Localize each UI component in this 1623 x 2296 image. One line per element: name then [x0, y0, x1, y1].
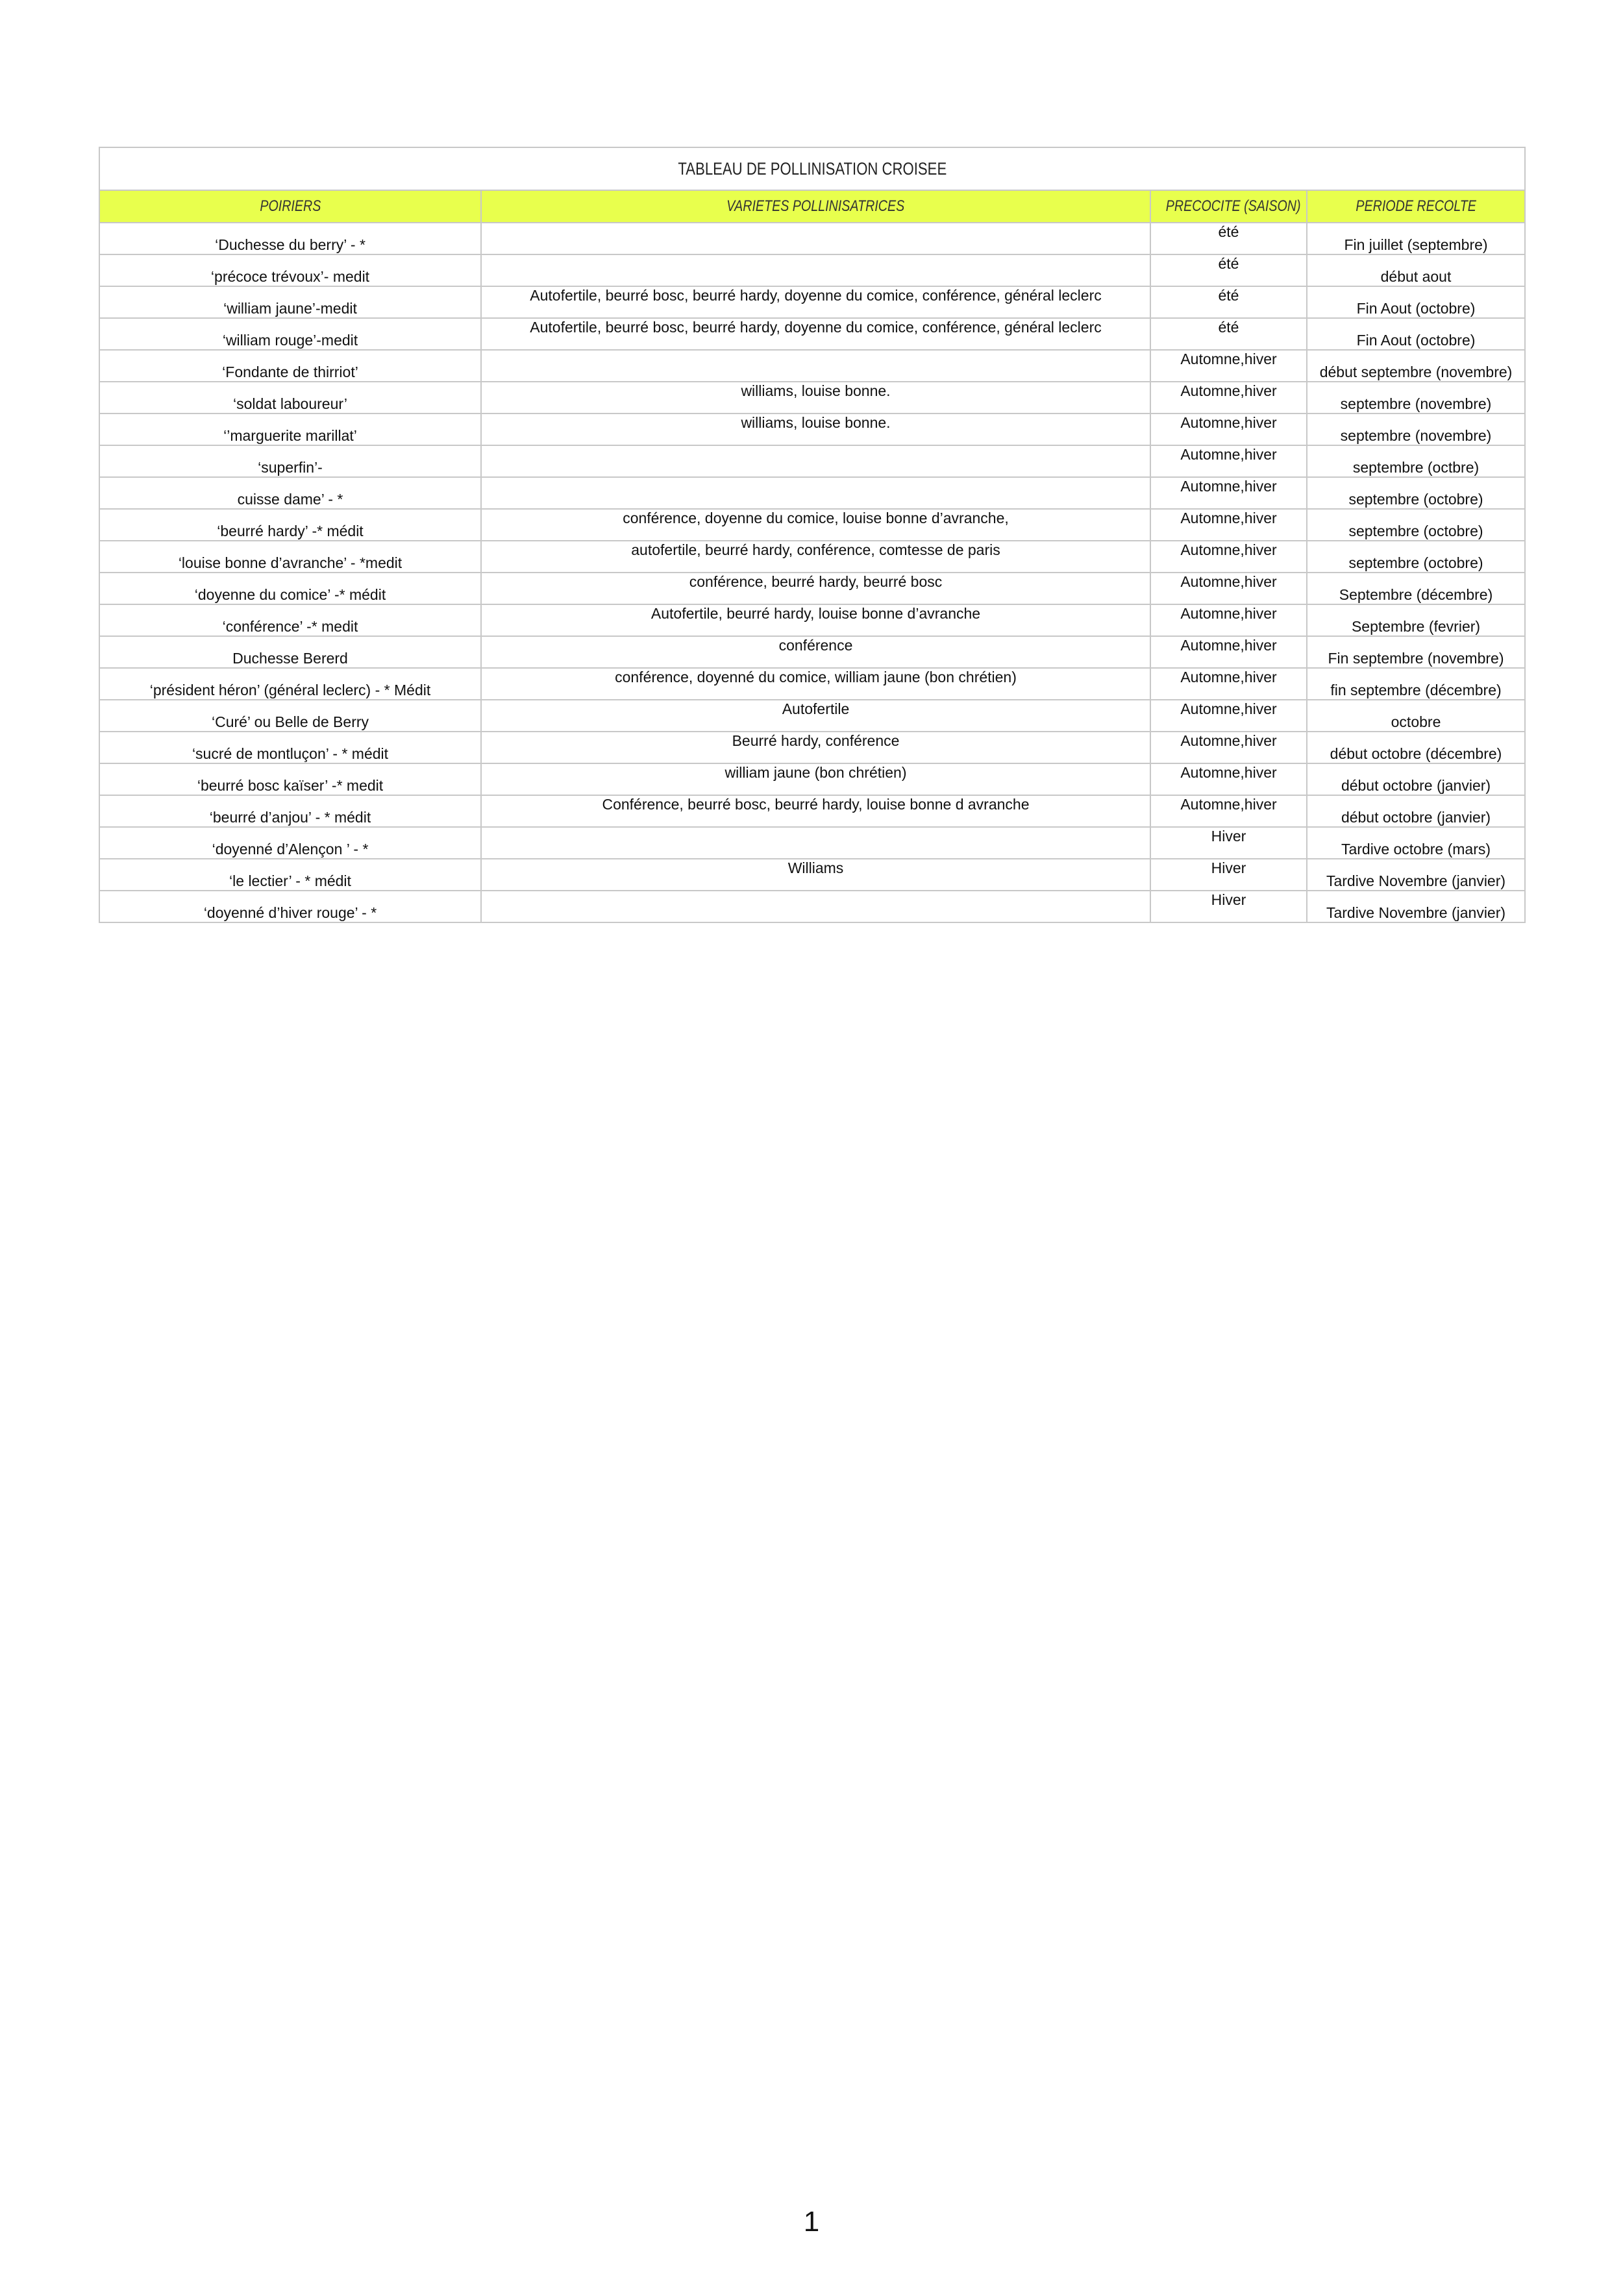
pear-variety-cell: cuisse dame’ - * — [99, 477, 481, 509]
pear-variety-cell: ‘’marguerite marillat’ — [99, 414, 481, 445]
harvest-period-cell: Fin septembre (novembre) — [1307, 636, 1525, 668]
table-row — [99, 318, 1525, 350]
season-cell: Automne,hiver — [1150, 795, 1307, 827]
season-cell: Automne,hiver — [1150, 732, 1307, 763]
season-cell: Automne,hiver — [1150, 668, 1307, 700]
season-cell: Automne,hiver — [1150, 604, 1307, 636]
pollinator-varieties-cell: Beurré hardy, conférence — [481, 732, 1150, 763]
table-row — [99, 254, 1525, 286]
pollinator-varieties-cell: william jaune (bon chrétien) — [481, 763, 1150, 795]
harvest-period-cell: septembre (octbre) — [1307, 445, 1525, 477]
pear-variety-cell: ‘william rouge’-medit — [99, 318, 481, 350]
harvest-period-cell: septembre (octobre) — [1307, 477, 1525, 509]
harvest-period-cell: Fin Aout (octobre) — [1307, 318, 1525, 350]
harvest-period-cell: septembre (octobre) — [1307, 509, 1525, 541]
table-row — [99, 700, 1525, 732]
season-cell: été — [1150, 318, 1307, 350]
pollinator-varieties-cell — [481, 827, 1150, 859]
table-title: TABLEAU DE POLLINISATION CROISEE — [99, 147, 1525, 190]
pear-variety-cell: ‘soldat laboureur’ — [99, 382, 481, 414]
pollinator-varieties-cell — [481, 254, 1150, 286]
season-cell: été — [1150, 254, 1307, 286]
table-row — [99, 573, 1525, 604]
season-cell: Automne,hiver — [1150, 350, 1307, 382]
pollination-table — [99, 147, 1526, 923]
harvest-period-cell: début octobre (janvier) — [1307, 795, 1525, 827]
header-poiriers: POIRIERS — [99, 190, 481, 223]
pollinator-varieties-cell: Conférence, beurré bosc, beurré hardy, louise bonne d avranche — [481, 795, 1150, 827]
page-number: 1 — [803, 2206, 820, 2238]
harvest-period-cell: Fin Aout (octobre) — [1307, 286, 1525, 318]
harvest-period-cell: début octobre (décembre) — [1307, 732, 1525, 763]
pollinator-varieties-cell: Williams — [481, 859, 1150, 891]
harvest-period-cell: septembre (novembre) — [1307, 382, 1525, 414]
harvest-period-cell: Tardive Novembre (janvier) — [1307, 891, 1525, 922]
pollinator-varieties-cell: williams, louise bonne. — [481, 382, 1150, 414]
pear-variety-cell: ‘beurré hardy’ -* médit — [99, 509, 481, 541]
pear-variety-cell: ‘Duchesse du berry’ - * — [99, 223, 481, 254]
pollinator-varieties-cell: conférence, doyenne du comice, louise bonne d’avranche, — [481, 509, 1150, 541]
table-row — [99, 604, 1525, 636]
table-row — [99, 795, 1525, 827]
document-page — [99, 147, 1524, 923]
harvest-period-cell: septembre (novembre) — [1307, 414, 1525, 445]
table-title-row — [99, 147, 1525, 190]
pollinator-varieties-cell — [481, 891, 1150, 922]
pollinator-varieties-cell: Autofertile, beurré hardy, louise bonne d’avranche — [481, 604, 1150, 636]
harvest-period-cell: début aout — [1307, 254, 1525, 286]
table-row — [99, 891, 1525, 922]
pear-variety-cell: ‘beurré d’anjou’ - * médit — [99, 795, 481, 827]
table-row — [99, 732, 1525, 763]
pollinator-varieties-cell: Autofertile — [481, 700, 1150, 732]
harvest-period-cell: début septembre (novembre) — [1307, 350, 1525, 382]
pollinator-varieties-cell — [481, 445, 1150, 477]
harvest-period-cell: Tardive octobre (mars) — [1307, 827, 1525, 859]
pollinator-varieties-cell — [481, 350, 1150, 382]
harvest-period-cell: Fin juillet (septembre) — [1307, 223, 1525, 254]
season-cell: Automne,hiver — [1150, 763, 1307, 795]
season-cell: Automne,hiver — [1150, 414, 1307, 445]
table-row — [99, 286, 1525, 318]
pear-variety-cell: ‘Fondante de thirriot’ — [99, 350, 481, 382]
pear-variety-cell: ‘william jaune’-medit — [99, 286, 481, 318]
table-row — [99, 859, 1525, 891]
pollinator-varieties-cell: conférence, doyenné du comice, william jaune (bon chrétien) — [481, 668, 1150, 700]
pear-variety-cell: ‘précoce trévoux’- medit — [99, 254, 481, 286]
pear-variety-cell: ‘beurré bosc kaïser’ -* medit — [99, 763, 481, 795]
harvest-period-cell: Septembre (décembre) — [1307, 573, 1525, 604]
harvest-period-cell: Tardive Novembre (janvier) — [1307, 859, 1525, 891]
table-row — [99, 827, 1525, 859]
pollinator-varieties-cell: autofertile, beurré hardy, conférence, comtesse de paris — [481, 541, 1150, 573]
pollinator-varieties-cell: conférence — [481, 636, 1150, 668]
pear-variety-cell: ‘doyenne du comice’ -* médit — [99, 573, 481, 604]
table-row — [99, 382, 1525, 414]
harvest-period-cell: Septembre (fevrier) — [1307, 604, 1525, 636]
pear-variety-cell: ‘président héron’ (général leclerc) - * Médit — [99, 668, 481, 700]
season-cell: Hiver — [1150, 859, 1307, 891]
table-body — [99, 223, 1525, 922]
pear-variety-cell: ‘doyenné d’hiver rouge’ - * — [99, 891, 481, 922]
table-row — [99, 414, 1525, 445]
pear-variety-cell: Duchesse Bererd — [99, 636, 481, 668]
season-cell: Automne,hiver — [1150, 509, 1307, 541]
table-header-row — [99, 190, 1525, 223]
table-row — [99, 763, 1525, 795]
season-cell: Hiver — [1150, 891, 1307, 922]
season-cell: été — [1150, 223, 1307, 254]
pollinator-varieties-cell: williams, louise bonne. — [481, 414, 1150, 445]
season-cell: Hiver — [1150, 827, 1307, 859]
table-row — [99, 636, 1525, 668]
header-precocite: PRECOCITE (SAISON) — [1150, 190, 1307, 223]
table-row — [99, 509, 1525, 541]
pollinator-varieties-cell: Autofertile, beurré bosc, beurré hardy, doyenne du comice, conférence, général leclerc — [481, 286, 1150, 318]
header-varietes: VARIETES POLLINISATRICES — [481, 190, 1150, 223]
pear-variety-cell: ‘louise bonne d’avranche’ - *medit — [99, 541, 481, 573]
header-periode: PERIODE RECOLTE — [1307, 190, 1525, 223]
table-row — [99, 350, 1525, 382]
season-cell: Automne,hiver — [1150, 541, 1307, 573]
pear-variety-cell: ‘sucré de montluçon’ - * médit — [99, 732, 481, 763]
harvest-period-cell: octobre — [1307, 700, 1525, 732]
table-row — [99, 445, 1525, 477]
table-row — [99, 223, 1525, 254]
pollinator-varieties-cell: conférence, beurré hardy, beurré bosc — [481, 573, 1150, 604]
harvest-period-cell: septembre (octobre) — [1307, 541, 1525, 573]
season-cell: Automne,hiver — [1150, 573, 1307, 604]
pear-variety-cell: ‘conférence’ -* medit — [99, 604, 481, 636]
pollinator-varieties-cell — [481, 223, 1150, 254]
pear-variety-cell: ‘Curé’ ou Belle de Berry — [99, 700, 481, 732]
season-cell: Automne,hiver — [1150, 636, 1307, 668]
season-cell: été — [1150, 286, 1307, 318]
pollinator-varieties-cell — [481, 477, 1150, 509]
season-cell: Automne,hiver — [1150, 477, 1307, 509]
table-row — [99, 668, 1525, 700]
pollinator-varieties-cell: Autofertile, beurré bosc, beurré hardy, doyenne du comice, conférence, général leclerc — [481, 318, 1150, 350]
harvest-period-cell: fin septembre (décembre) — [1307, 668, 1525, 700]
table-row — [99, 477, 1525, 509]
season-cell: Automne,hiver — [1150, 382, 1307, 414]
season-cell: Automne,hiver — [1150, 700, 1307, 732]
pear-variety-cell: ‘superfin’- — [99, 445, 481, 477]
pear-variety-cell: ‘doyenné d’Alençon ’ - * — [99, 827, 481, 859]
season-cell: Automne,hiver — [1150, 445, 1307, 477]
harvest-period-cell: début octobre (janvier) — [1307, 763, 1525, 795]
table-row — [99, 541, 1525, 573]
pear-variety-cell: ‘le lectier’ - * médit — [99, 859, 481, 891]
